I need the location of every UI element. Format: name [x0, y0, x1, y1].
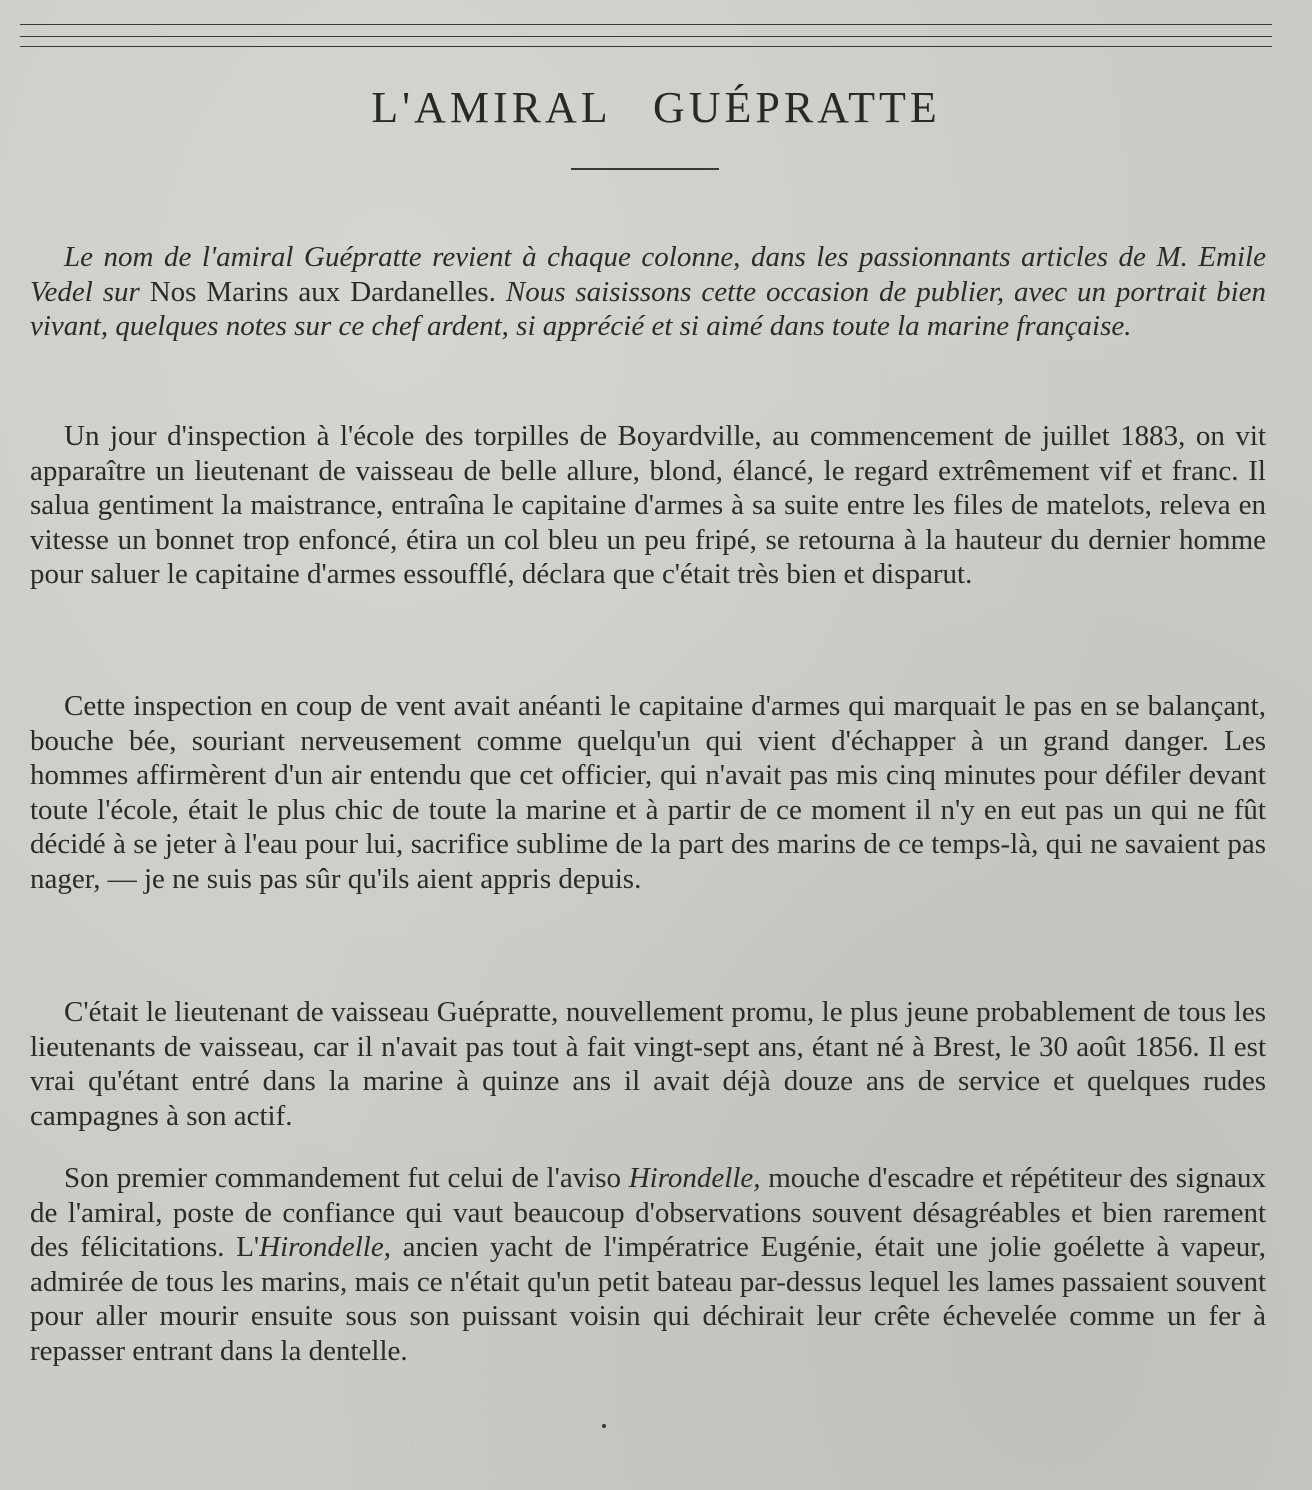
top-rule [20, 24, 1272, 25]
title-divider [571, 168, 719, 170]
paragraph-3: C'était le lieutenant de vaisseau Guépratte, nouvellement promu, le plus jeune probablement de tous les lieutenants de vaisseau, car il n'avait pas tout à fait vingt-sept ans, étant né à Brest, le 30 août 1856. Il est vrai qu'étant entré dans la marine à quinze ans il avait déjà douze ans de service et quelques rudes campagnes à son actif. [30, 996, 1266, 1132]
intro-series-title: Nos Marins aux Dardanelles. [149, 275, 496, 308]
paragraph-4-text-1: Son premier commandement fut celui de l'aviso [64, 1162, 629, 1194]
paragraph-1: Un jour d'inspection à l'école des torpilles de Boyardville, au commencement de juillet 1883, on vit apparaître un lieutenant de vaisseau de belle allure, blond, élancé, le regard extrêmement vif et franc. Il salua gentiment la maistrance, entraîna le capitaine d'armes à sa suite entre les files de matelots, releva en vitesse un bonnet trop enfoncé, étira un col bleu un peu fripé, se retourna à la hauteur du dernier homme pour saluer le capitaine d'armes essoufflé, déclara que c'était très bien et disparut. [30, 420, 1266, 591]
paragraph-2: Cette inspection en coup de vent avait anéanti le capitaine d'armes qui marquait le pas en se balançant, bouche bée, souriant nerveusement comme quelqu'un qui vient d'échapper à un grand danger. Les hommes affirmèrent d'un air entendu que cet officier, qui n'avait pas mis cinq minutes pour défiler devant toute l'école, était le plus chic de toute la marine et à partir de ce moment il n'y en eut pas un qui ne fût décidé à se jeter à l'eau pour lui, sacrifice sublime de la part des marins de ce temps-là, qui ne savaient pas nager, — je ne suis pas sûr qu'ils aient appris depuis. [30, 690, 1266, 895]
paragraph-4-text-3: ancien yacht de l'impératrice Eugénie, était une jolie goélette à vapeur, admirée de tous les marins, mais ce n'était qu'un petit bateau par-dessus lequel les lames passaient souvent pour aller mourir ensuite sous son puissant voisin qui déchirait leur crête échevelée comme un fer à repasser entrant dans la dentelle. [30, 1231, 1266, 1367]
article-intro [30, 240, 1266, 344]
ship-name-2: Hirondelle, [259, 1231, 391, 1264]
paragraph-4-text-2: mouche d'escadre et répétiteur des signaux de l'amiral, poste de confiance qui vaut beaucoup d'observations souvent désagréables et bien rarement des félicitations. L' [30, 1162, 1266, 1264]
article-title: L'AMIRAL GUÉPRATTE [371, 83, 941, 132]
ink-speck [602, 1424, 606, 1428]
paragraph-4 [30, 1161, 1266, 1369]
top-rule-double [20, 36, 1272, 37]
ship-name-1: Hirondelle, [628, 1162, 761, 1194]
top-rule-triple [20, 46, 1272, 47]
intro-text-2: Nous saisissons cette occasion de publier, avec un portrait bien vivant, quelques notes sur ce chef ardent, si apprécié et si aimé dans toute la marine française. [30, 275, 1267, 343]
intro-text-1: Le nom de l'amiral Guépratte revient à chaque colonne, dans les passionnants articles de M. Emile Vedel sur [30, 241, 1266, 308]
